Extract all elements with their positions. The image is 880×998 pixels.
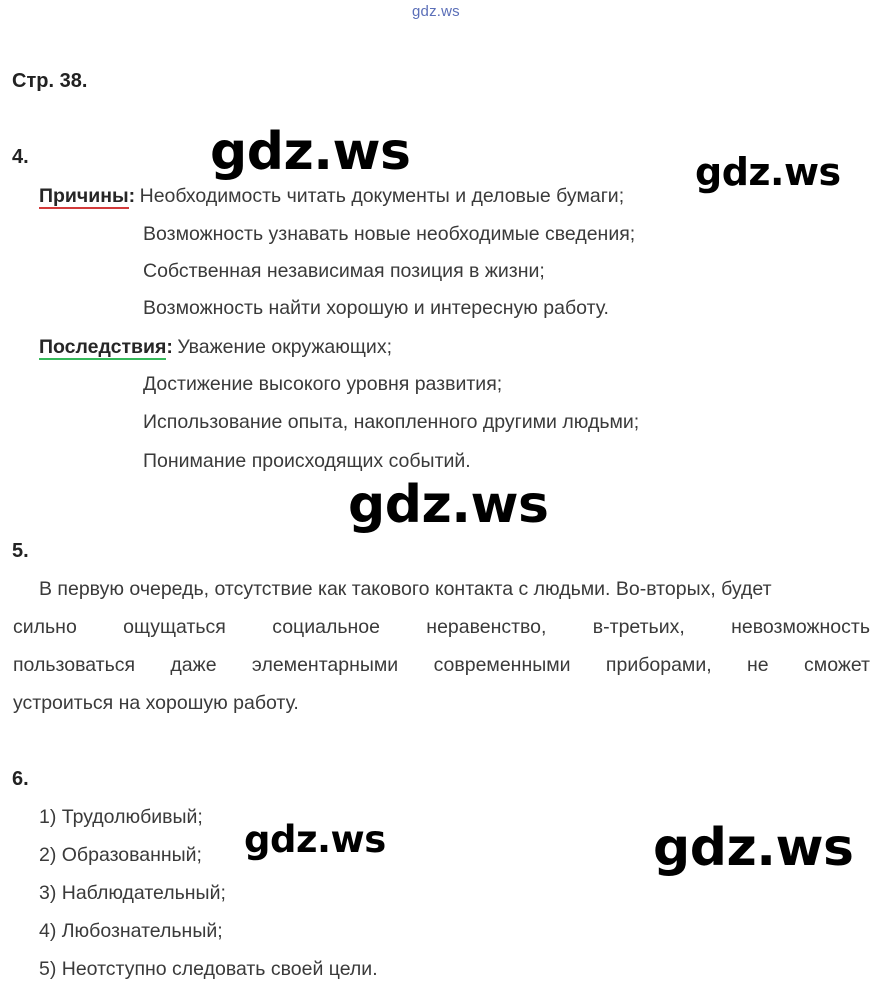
task-5-line: сильно ощущаться социальное неравенство, в-третьих, невозможность: [13, 616, 870, 638]
cause-item: Необходимость читать документы и деловые бумаги;: [139, 185, 625, 207]
task-5-line: пользоваться даже элементарными современными приборами, не сможет: [13, 654, 870, 676]
effect-item: Понимание происходящих событий.: [143, 450, 471, 472]
causes-row: [39, 185, 624, 208]
causes-label: Причины: [39, 185, 129, 207]
cause-item: Возможность узнавать новые необходимые сведения;: [143, 223, 636, 245]
task-5-number: 5.: [12, 540, 29, 562]
effect-item: Использование опыта, накопленного другими людьми;: [143, 411, 640, 433]
watermark-text: gdz.ws: [653, 818, 854, 878]
watermark-text: gdz.ws: [210, 122, 411, 182]
watermark-text: gdz.ws: [348, 475, 549, 535]
list-item: 5) Неотступно следовать своей цели.: [39, 958, 378, 980]
page-heading: Стр. 38.: [12, 70, 88, 92]
effects-colon: :: [166, 336, 173, 358]
header-watermark: gdz.ws: [412, 3, 460, 20]
list-item: 2) Образованный;: [39, 844, 202, 866]
effects-row: [39, 336, 392, 359]
task-4-number: 4.: [12, 146, 29, 168]
list-item: 4) Любознательный;: [39, 920, 223, 942]
task-5-line: В первую очередь, отсутствие как такового контакта с людьми. Во-вторых, будет: [39, 578, 772, 600]
effect-item: Уважение окружающих;: [177, 336, 392, 358]
effects-label: Последствия: [39, 336, 167, 358]
task-6-number: 6.: [12, 768, 29, 790]
list-item: 3) Наблюдательный;: [39, 882, 226, 904]
watermark-text: gdz.ws: [244, 818, 386, 861]
cause-item: Собственная независимая позиция в жизни;: [143, 260, 545, 282]
watermark-text: gdz.ws: [695, 150, 841, 194]
task-5-line: устроиться на хорошую работу.: [13, 692, 299, 714]
cause-item: Возможность найти хорошую и интересную работу.: [143, 297, 609, 319]
effect-item: Достижение высокого уровня развития;: [143, 373, 503, 395]
list-item: 1) Трудолюбивый;: [39, 806, 203, 828]
causes-colon: :: [128, 185, 136, 207]
